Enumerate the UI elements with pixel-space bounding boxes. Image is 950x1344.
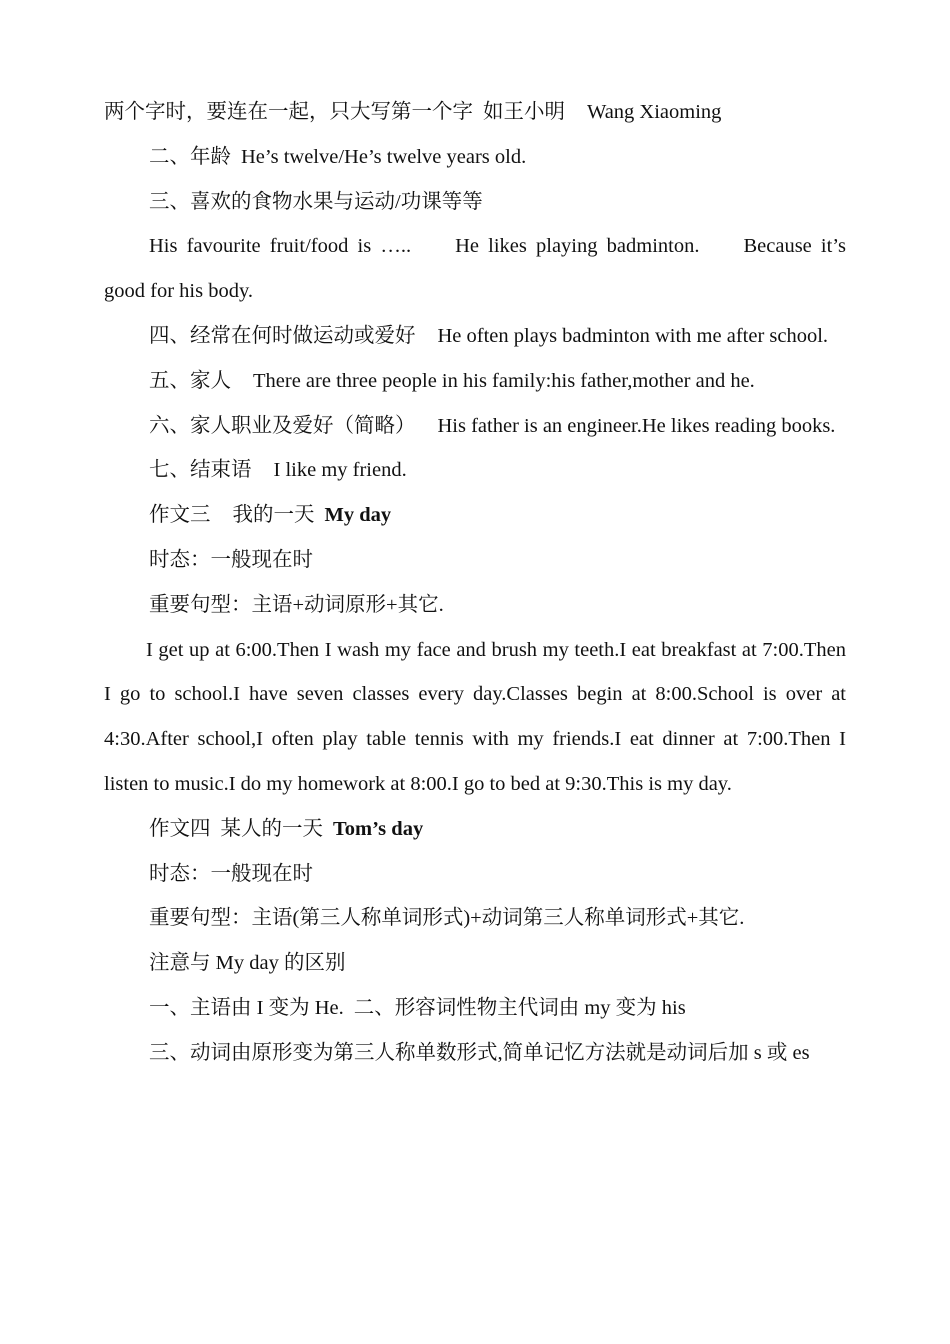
text-segment: 二、年龄 — [149, 145, 231, 168]
text-segment: 二、形容词性物主代词由 my 变为 his — [353, 996, 686, 1019]
text-segment: 我的一天 — [232, 504, 315, 527]
paragraph-favourites-example — [104, 224, 846, 314]
paragraph-closing — [104, 448, 846, 493]
text-segment: 作文三 — [149, 504, 211, 527]
paragraph-my-day-essay: I get up at 6:00.Then I wash my face and brush my teeth.I eat breakfast at 7:00.Then I go to school.I have seven classes every day.Classes begin at 8:00.School is over at 4:30.After school,I often play table tennis with my friends.I eat dinner at 7:00.Then I listen to music.I do my homework at 8:00.I go to bed at 9:30.This is my day. — [104, 638, 846, 795]
essay-title-english: My day — [324, 504, 392, 527]
text-segment: 两个字时，要连在一起，只大写第一个字 — [104, 101, 473, 123]
paragraph-hobby-time — [104, 314, 846, 359]
paragraph-name-rule — [104, 90, 846, 135]
essay-four-title — [104, 807, 846, 852]
text-segment: There are three people in his family:his father,mother and he. — [253, 369, 755, 392]
text-segment: 如王小明 — [483, 101, 565, 123]
paragraph-sentence-pattern: 重要句型：主语+动词原形+其它. — [149, 593, 444, 616]
text-segment: Because it’s good for his body. — [104, 235, 846, 303]
text-segment: He likes playing badminton. — [455, 235, 700, 258]
text-segment: 某人的一天 — [220, 817, 323, 840]
text-segment: He’s twelve/He’s twelve years old. — [241, 145, 527, 168]
paragraph-family — [104, 359, 846, 404]
text-segment: 七、结束语 — [149, 459, 252, 482]
paragraph-rule-three: 三、动词由原形变为第三人称单数形式,简单记忆方法就是动词后加 s 或 es — [149, 1041, 810, 1064]
text-segment: 作文四 — [149, 817, 211, 840]
paragraph-tense-2: 时态：一般现在时 — [149, 862, 313, 885]
text-segment: 一、主语由 I 变为 He. — [149, 996, 344, 1019]
text-segment: I like my friend. — [273, 459, 407, 482]
paragraph-favourites-heading: 三、喜欢的食物水果与运动/功课等等 — [149, 190, 483, 213]
paragraph-age — [104, 135, 846, 180]
text-segment: 六、家人职业及爱好（简略） — [149, 414, 416, 437]
paragraph-rule-one-two — [104, 986, 846, 1031]
text-segment: He often plays badminton with me after school. — [437, 324, 829, 347]
essay-title-english: Tom’s day — [333, 817, 424, 840]
document-page — [104, 90, 846, 1076]
essay-three-title — [104, 493, 846, 538]
text-segment: 五、家人 — [149, 369, 231, 392]
text-segment: Wang Xiaoming — [587, 101, 722, 123]
paragraph-tense: 时态：一般现在时 — [149, 548, 313, 571]
paragraph-sentence-pattern-2: 重要句型：主语(第三人称单词形式)+动词第三人称单词形式+其它. — [149, 907, 745, 930]
paragraph-difference-note: 注意与 My day 的区别 — [149, 952, 346, 975]
text-segment: His father is an engineer.He likes reading books. — [437, 414, 836, 437]
text-segment: His favourite fruit/food is ….. — [149, 235, 412, 258]
paragraph-family-jobs — [104, 404, 846, 449]
text-segment: 四、经常在何时做运动或爱好 — [149, 324, 416, 347]
